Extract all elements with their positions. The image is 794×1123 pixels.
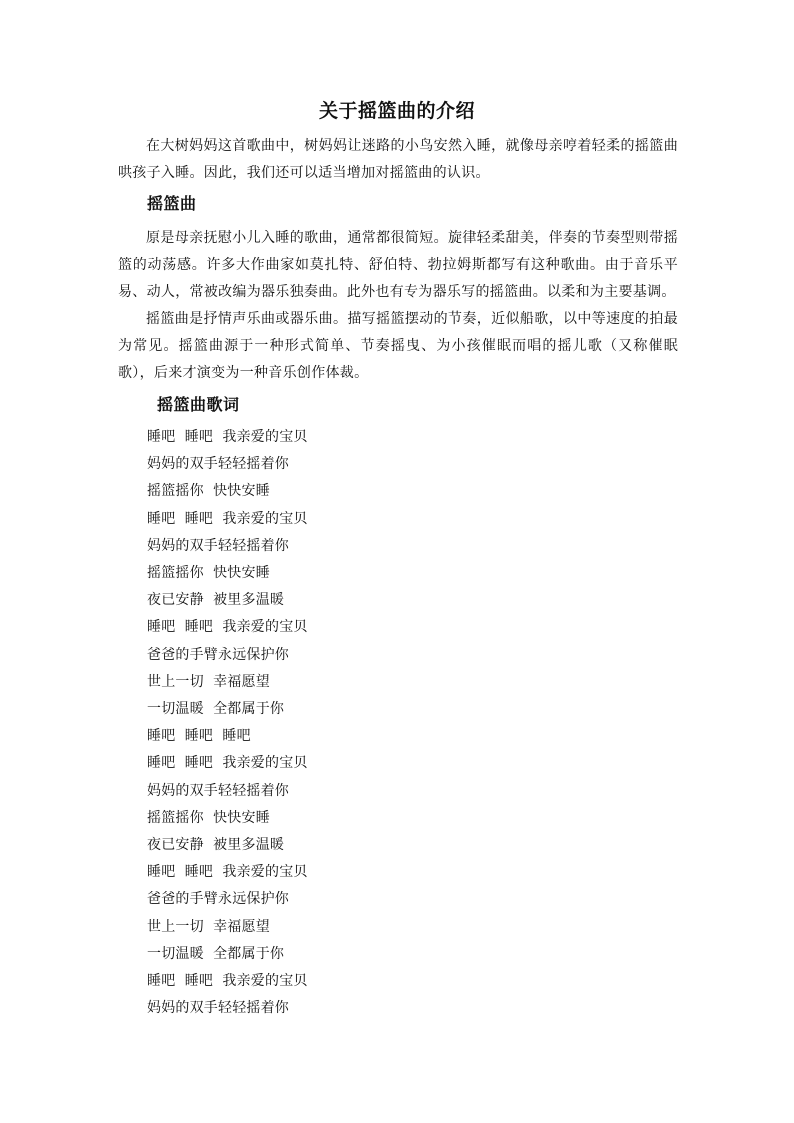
- lyric-line: 摇篮摇你 快快安睡: [147, 483, 270, 500]
- lyric-line: 睡吧 睡吧 我亲爱的宝贝: [147, 619, 308, 636]
- lyric-line: 妈妈的双手轻轻摇着你: [147, 1000, 289, 1017]
- lyric-line: 爸爸的手臂永远保护你: [147, 891, 289, 908]
- intro-paragraph: 在大树妈妈这首歌曲中，树妈妈让迷路的小鸟安然入睡，就像母亲哼着轻柔的摇篮曲哄孩子入睡。因此，我们还可以适当增加对摇篮曲的认识。: [118, 138, 678, 181]
- lyric-line: 夜已安静 被里多温暖: [147, 837, 285, 854]
- lyric-line: 睡吧 睡吧 我亲爱的宝贝: [147, 864, 308, 881]
- lyric-line: 爸爸的手臂永远保护你: [147, 646, 289, 663]
- lyric-line: 一切温暖 全都属于你: [147, 945, 285, 962]
- lyric-line: 睡吧 睡吧 睡吧: [147, 728, 251, 745]
- lullaby-definition-paragraph: 原是母亲抚慰小儿入睡的歌曲，通常都很简短。旋律轻柔甜美，伴奏的节奏型则带摇篮的动荡感。许多大作曲家如莫扎特、舒伯特、勃拉姆斯都写有这种歌曲。由于音乐平易、动人，常被改编为器乐独奏曲。此外也有专为器乐写的摇篮曲。以柔和为主要基调。: [118, 230, 678, 300]
- lyric-line: 妈妈的双手轻轻摇着你: [147, 537, 289, 554]
- lyric-line: 妈妈的双手轻轻摇着你: [147, 782, 289, 799]
- lyric-line: 睡吧 睡吧 我亲爱的宝贝: [147, 755, 308, 772]
- lyric-line: 睡吧 睡吧 我亲爱的宝贝: [147, 510, 308, 527]
- lyric-line: 妈妈的双手轻轻摇着你: [147, 456, 289, 473]
- section-heading-lullaby: 摇篮曲: [147, 194, 197, 213]
- document-title: 关于摇篮曲的介绍: [318, 100, 475, 122]
- lyric-line: 摇篮摇你 快快安睡: [147, 565, 270, 582]
- lyrics-list: [147, 424, 308, 1022]
- lyric-line: 世上一切 幸福愿望: [147, 673, 270, 690]
- lyric-line: 摇篮摇你 快快安睡: [147, 809, 270, 826]
- lyric-line: 世上一切 幸福愿望: [147, 918, 270, 935]
- lyric-line: 睡吧 睡吧 我亲爱的宝贝: [147, 973, 308, 990]
- lyric-line: 一切温暖 全都属于你: [147, 701, 285, 718]
- section-heading-lyrics: 摇篮曲歌词: [157, 395, 240, 414]
- lyric-line: 睡吧 睡吧 我亲爱的宝贝: [147, 429, 308, 445]
- lyric-line: 夜已安静 被里多温暖: [147, 592, 285, 609]
- lullaby-description-paragraph: 摇篮曲是抒情声乐曲或器乐曲。描写摇篮摆动的节奏，近似船歌，以中等速度的拍最为常见。摇篮曲源于一种形式简单、节奏摇曳、为小孩催眠而唱的摇儿歌（又称催眠歌），后来才演变为一种音乐创作体裁。: [118, 311, 678, 381]
